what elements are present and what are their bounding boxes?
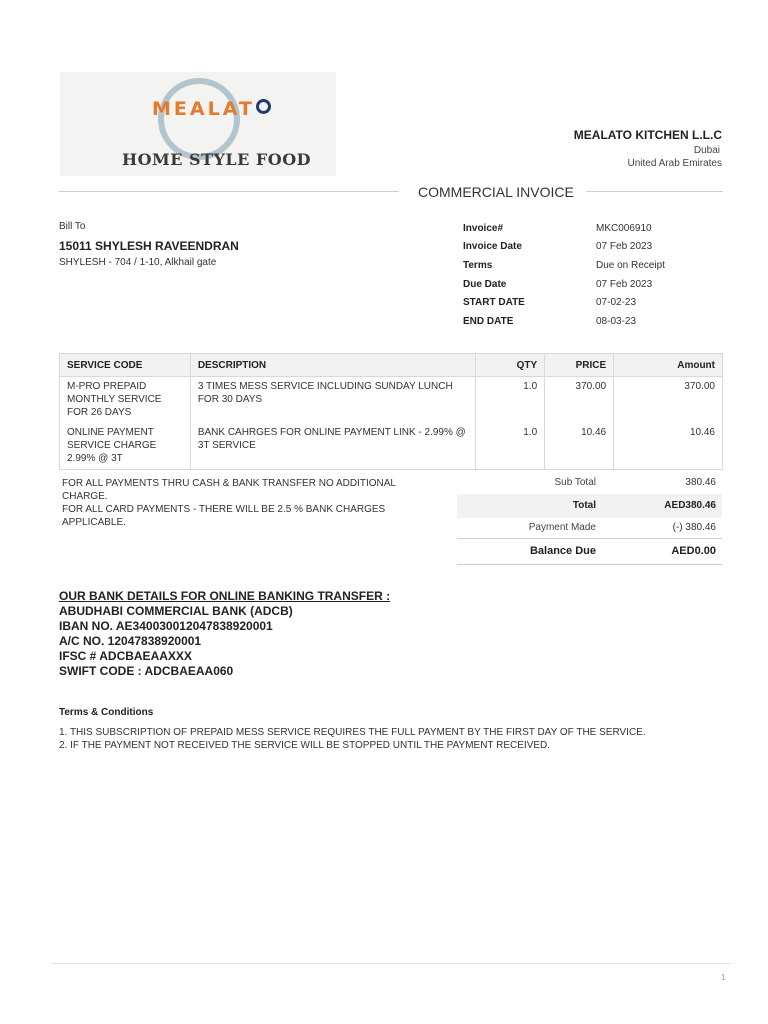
header-description: DESCRIPTION [190,354,475,377]
header-qty: QTY [476,354,545,377]
company-city: Dubai [693,145,720,156]
footer-rule [51,963,731,964]
invoice-number-label: Invoice# [463,223,504,234]
payment-note-card: FOR ALL CARD PAYMENTS - THERE WILL BE 2.5 % BANK CHARGES APPLICABLE. [62,504,386,528]
payment-made-label: Payment Made [528,522,596,533]
due-date-value: 07 Feb 2023 [596,279,653,290]
invoice-date-value: 07 Feb 2023 [596,241,653,252]
title-rule-right [586,191,723,192]
balance-due-value: AED0.00 [671,545,716,557]
bank-details-heading: OUR BANK DETAILS FOR ONLINE BANKING TRANSFER : [59,589,391,603]
due-date-label: Due Date [463,279,507,290]
row-service-code: ONLINE PAYMENT SERVICE CHARGE 2.99% @ 3T [60,423,191,470]
header-amount: Amount [614,354,723,377]
bill-to-label: Bill To [59,221,86,232]
start-date-label: START DATE [463,297,525,308]
terms-line-2: 2. IF THE PAYMENT NOT RECEIVED THE SERVICE WILL BE STOPPED UNTIL THE PAYMENT RECEIVED. [59,740,551,751]
end-date-value: 08-03-23 [596,316,637,327]
sub-total-value: 380.46 [685,477,716,488]
row-qty: 1.0 [476,377,545,424]
invoice-items-table [59,353,723,470]
logo-wordmark-text: MEALAT [152,98,255,120]
bill-to-address: SHYLESH - 704 / 1-10, Alkhail gate [59,257,217,268]
balance-rule-top [457,538,722,539]
logo-o-icon [256,99,271,114]
table-row [60,423,723,470]
total-label: Total [572,500,596,511]
header-service-code: SERVICE CODE [60,354,191,377]
payment-notes [62,477,422,529]
terms-line-1: 1. THIS SUBSCRIPTION OF PREPAID MESS SERVICE REQUIRES THE FULL PAYMENT BY THE FIRST DAY OF THE SERVICE. [59,727,646,738]
bank-swift: SWIFT CODE : ADCBAEAA060 [59,664,234,678]
bank-name: ABUDHABI COMMERCIAL BANK (ADCB) [59,604,293,618]
header-price: PRICE [545,354,614,377]
total-value: AED380.46 [664,500,716,511]
row-price: 10.46 [545,423,614,470]
company-country: United Arab Emirates [627,158,722,169]
bank-ifsc: IFSC # ADCBAEAAXXX [59,649,192,663]
company-logo [60,72,336,176]
company-name: MEALATO KITCHEN L.L.C [573,128,722,142]
end-date-label: END DATE [463,316,514,327]
bank-iban: IBAN NO. AE340030012047838920001 [59,619,273,633]
logo-wordmark [152,98,271,120]
terms-label: Terms [463,260,493,271]
start-date-value: 07-02-23 [596,297,637,308]
invoice-number-value: MKC006910 [596,223,652,234]
table-row [60,377,723,424]
title-rule-left [59,191,399,192]
row-price: 370.00 [545,377,614,424]
sub-total-label: Sub Total [554,477,596,488]
row-service-code: M-PRO PREPAID MONTHLY SERVICE FOR 26 DAYS [60,377,191,424]
payment-made-value: (-) 380.46 [672,522,716,533]
row-description: BANK CAHRGES FOR ONLINE PAYMENT LINK - 2.99% @ 3T SERVICE [190,423,475,470]
terms-title: Terms & Conditions [59,707,154,718]
document-title: COMMERCIAL INVOICE [418,184,574,200]
invoice-date-label: Invoice Date [463,241,522,252]
table-header-row [60,354,723,377]
row-amount: 370.00 [614,377,723,424]
logo-tagline: HOME STYLE FOOD [122,150,312,169]
terms-value: Due on Receipt [596,260,665,271]
page-number: 1 [721,973,726,982]
row-description: 3 TIMES MESS SERVICE INCLUDING SUNDAY LUNCH FOR 30 DAYS [190,377,475,424]
bank-account-number: A/C NO. 12047838920001 [59,634,202,648]
balance-due-label: Balance Due [529,545,596,557]
balance-rule-bottom [457,564,722,565]
payment-note-cash: FOR ALL PAYMENTS THRU CASH & BANK TRANSFER NO ADDITIONAL CHARGE. [62,478,396,502]
bill-to-name: 15011 SHYLESH RAVEENDRAN [59,239,239,253]
row-amount: 10.46 [614,423,723,470]
row-qty: 1.0 [476,423,545,470]
